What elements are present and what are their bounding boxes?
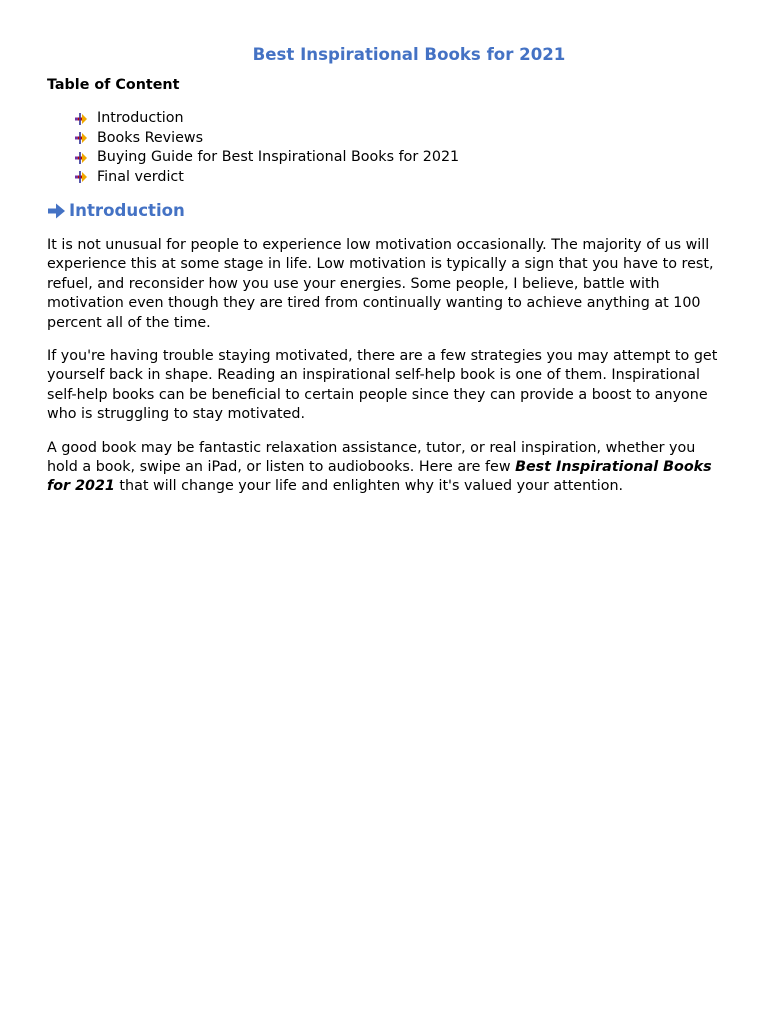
- arrow-bullet-icon: [73, 169, 97, 185]
- introduction-heading: [47, 199, 721, 223]
- arrow-bullet-icon: [73, 111, 97, 127]
- introduction-paragraph: It is not unusual for people to experience low motivation occasionally. The majority of us will experience this at some stage in life. Low motivation is typically a sign that you have to rest, refuel, and reconsider how you use your energies. Some people, I believe, battle with motivation even though they are tired from continually wanting to achieve anything at 100 percent all of the time.: [47, 236, 714, 331]
- introduction-paragraph: If you're having trouble staying motivated, there are a few strategies you may attempt to get yourself back in shape. Reading an inspirational self-help book is one of them. Inspirational self-help books can be beneficial to certain people since they can provide a boost to anyone who is struggling to stay motivated.: [47, 348, 718, 423]
- toc-item-label: Books Reviews: [97, 129, 204, 146]
- document-title: Best Inspirational Books for 2021: [252, 45, 566, 64]
- toc-item-label: Final verdict: [97, 168, 184, 185]
- toc-item-books-reviews[interactable]: [73, 129, 721, 148]
- arrow-bullet-icon: [73, 130, 97, 146]
- toc-item-final-verdict[interactable]: [73, 168, 721, 187]
- toc-item-introduction[interactable]: [73, 109, 721, 128]
- arrow-bullet-icon: [73, 150, 97, 166]
- emphasized-title: Best Inspirational Books for 2021: [47, 459, 712, 495]
- introduction-heading-text: Introduction: [69, 200, 185, 220]
- toc-item-label: Buying Guide for Best Inspirational Books for 2021: [97, 149, 460, 166]
- toc-item-buying-guide[interactable]: [73, 148, 721, 167]
- paragraph-text: A good book may be fantastic relaxation assistance, tutor, or real inspiration, whether you hold a book, swipe an iPad, or listen to audiobooks. Here are few: [47, 439, 696, 476]
- introduction-paragraph-last: [47, 439, 721, 497]
- toc-item-label: Introduction: [97, 110, 184, 127]
- toc-heading: Table of Content: [47, 77, 180, 93]
- toc-list: [47, 109, 721, 187]
- paragraph-text: that will change your life and enlighten why it's valued your attention.: [114, 478, 624, 495]
- right-arrow-icon: [47, 202, 69, 220]
